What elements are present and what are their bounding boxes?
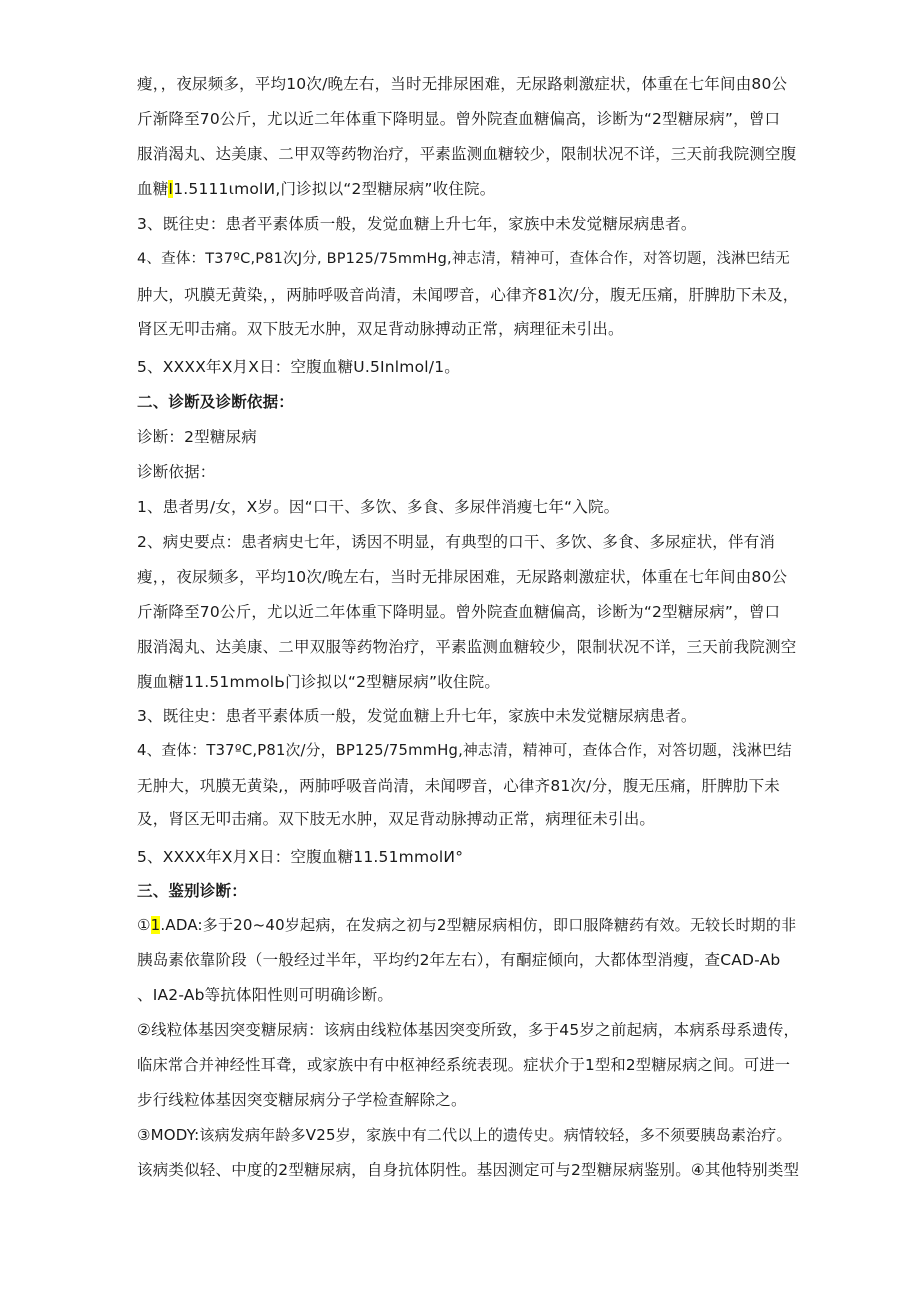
text-line: 胰岛素依靠阶段（一般经过半年，平均约2年左右），有酮症倾向，大都体型消瘦，查CAD-Ab <box>137 951 781 969</box>
text-line: 3、既往史：患者平素体质一般，发觉血糖上升七年，家族中未发觉糖尿病患者。 <box>137 707 697 725</box>
text-line: 4、查体：T37ºC,P81次J分, BP125/75mmHg,神志清，精神可，查体合作，对答切题，浅淋巴结无 <box>137 251 790 267</box>
text-line: 服消渴丸、达美康、二甲双服等药物治疗，平素监测血糖较少，限制状况不详，三天前我院测空 <box>137 638 797 656</box>
highlighted-text: 1 <box>150 916 161 934</box>
text-line: 3、既往史：患者平素体质一般，发觉血糖上升七年，家族中未发觉糖尿病患者。 <box>137 215 697 233</box>
text-line: ②线粒体基因突变糖尿病：该病由线粒体基因突变所致，多于45岁之前起病，本病系母系遗传， <box>137 1021 800 1039</box>
text-line: 无肿大，巩膜无黄染,，两肺呼吸音尚清，未闻啰音，心律齐81次/分，腹无压痛，肝脾肋下未 <box>137 777 780 795</box>
section-heading: 二、诊断及诊断依据： <box>137 393 295 411</box>
text-line: 斤渐降至70公斤，尤以近二年体重下降明显。曾外院查血糖偏高，诊断为“2型糖尿病”，曾口 <box>137 110 781 128</box>
text-line: 腹血糖11.51mmolЬ门诊拟以“2型糖尿病”收住院。 <box>137 673 501 691</box>
text-line <box>137 178 495 200</box>
text-line: 步行线粒体基因突变糖尿病分子学检查解除之。 <box>137 1091 467 1109</box>
text-line: 服消渴丸、达美康、二甲双等药物治疗，平素监测血糖较少，限制状况不详，三天前我院测空腹 <box>137 145 797 163</box>
text-line: 及，肾区无叩击痛。双下肢无水肿，双足背动脉搏动正常，病理征未引出。 <box>137 810 656 828</box>
text-segment: ① <box>137 916 151 934</box>
text-line: 1、患者男/女，X岁。因“口干、多饮、多食、多尿伴消瘦七年“入院。 <box>137 498 620 516</box>
text-line: 肾区无叩击痛。双下肢无水肿，双足背动脉搏动正常，病理征未引出。 <box>137 320 624 338</box>
text-segment: 血糖 <box>137 180 169 198</box>
text-line: 斤渐降至70公斤，尤以近二年体重下降明显。曾外院查血糖偏高，诊断为“2型糖尿病”，曾口 <box>137 603 781 621</box>
text-line: 、IA2-Ab等抗体阳性则可明确诊断。 <box>137 986 394 1004</box>
text-line <box>137 914 796 936</box>
text-line: 肿大，巩膜无黄染，，两肺呼吸音尚清，未闻啰音，心律齐81次/分，腹无压痛，肝脾肋下未及， <box>137 286 799 304</box>
text-line: 5、XXXX年X月X日：空腹血糖U.5Inlmol/1。 <box>137 358 460 376</box>
text-line: 诊断依据： <box>137 463 216 481</box>
text-segment: .ADA:多于20~40岁起病，在发病之初与2型糖尿病相仿，即口服降糖药有效。无较长时期的非 <box>160 916 797 934</box>
text-line: ③MODY:该病发病年龄多V25岁，家族中有二代以上的遗传史。病情较轻，多不须要胰岛素治疗。 <box>137 1126 792 1144</box>
section-heading: 三、鉴别诊断： <box>137 882 247 900</box>
text-line: 瘦，，夜尿频多，平均10次/晚左右，当时无排尿困难，无尿路刺激症状，体重在七年间由80公 <box>137 568 788 586</box>
text-segment: 1.5111ιmolИ,门诊拟以“2型糖尿病”收住院。 <box>173 180 496 198</box>
text-line: 该病类似轻、中度的2型糖尿病，自身抗体阴性。基因测定可与2型糖尿病鉴别。④其他特别类型 <box>137 1161 800 1179</box>
text-line: 5、XXXX年X月X日：空腹血糖11.51mmolИ° <box>137 848 464 866</box>
text-line: 临床常合并神经性耳聋，或家族中有中枢神经系统表现。症状介于1型和2型糖尿病之间。可进一 <box>137 1056 791 1074</box>
text-line: 4、查体：T37ºC,P81次/分，BP125/75mmHg,神志清，精神可，查体合作，对答切题，浅淋巴结 <box>137 742 792 759</box>
text-line: 诊断：2型糖尿病 <box>137 428 257 446</box>
highlighted-text: I <box>168 180 174 198</box>
text-line: 瘦，，夜尿频多，平均10次/晚左右，当时无排尿困难，无尿路刺激症状，体重在七年间由80公 <box>137 75 788 93</box>
text-line: 2、病史要点：患者病史七年，诱因不明显，有典型的口干、多饮、多食、多尿症状，伴有消 <box>137 533 776 551</box>
